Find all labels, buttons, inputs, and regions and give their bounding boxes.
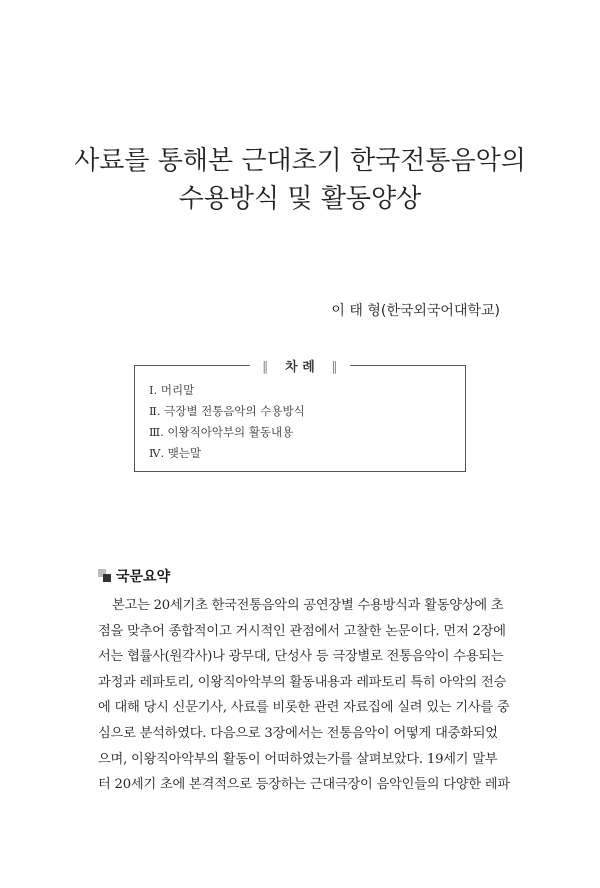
- toc-item: Ⅰ. 머리말: [149, 383, 195, 397]
- title-line-1: 사료를 통해본 근대초기 한국전통음악의: [74, 146, 526, 176]
- section-marker-icon: [98, 569, 112, 583]
- abstract-line: 과정과 레파토리, 이왕직아악부의 활동내용과 레파토리 특히 아악의 전승: [98, 674, 507, 690]
- abstract-line: 점을 맞추어 종합적이고 거시적인 관점에서 고찰한 논문이다. 먼저 2장에: [98, 623, 506, 639]
- abstract-heading-text: 국문요약: [116, 569, 171, 585]
- abstract-line: 심으로 분석하였다. 다음으로 3장에서는 전통음악이 어떻게 대중화되었: [98, 725, 498, 741]
- title-line-2: 수용방식 및 활동양상: [178, 184, 422, 214]
- author-affiliation: 이 태 형(한국외국어대학교): [331, 303, 500, 319]
- abstract-line: 서는 협률사(원각사)나 광무대, 단성사 등 극장별로 전통음악이 수용되는: [98, 649, 504, 665]
- table-of-contents: [134, 360, 466, 472]
- abstract-line: 본고는 20세기초 한국전통음악의 공연장별 수용방식과 활동양상에 초: [112, 598, 504, 613]
- toc-heading: ∥ 차 례 ∥: [135, 356, 465, 375]
- toc-item: Ⅲ. 이왕직아악부의 활동내용: [149, 425, 294, 439]
- toc-heading-text: 차 례: [279, 360, 321, 375]
- paper-title: [0, 142, 600, 218]
- abstract-line: 터 20세기 초에 본격적으로 등장하는 근대극장이 음악인들의 다양한 레파: [98, 777, 510, 793]
- abstract-body: [98, 593, 510, 798]
- abstract-line: 으며, 이왕직아악부의 활동이 어떠하였는가를 살펴보았다. 19세기 말부: [98, 751, 498, 767]
- abstract-line: 에 대해 당시 신문기사, 사료를 비롯한 관련 자료집에 실려 있는 기사를 중: [98, 700, 510, 716]
- toc-item: Ⅱ. 극장별 전통음악의 수용방식: [149, 404, 305, 418]
- toc-item: Ⅳ. 맺는말: [149, 446, 202, 460]
- toc-list: [149, 380, 305, 464]
- abstract-heading: [98, 566, 170, 586]
